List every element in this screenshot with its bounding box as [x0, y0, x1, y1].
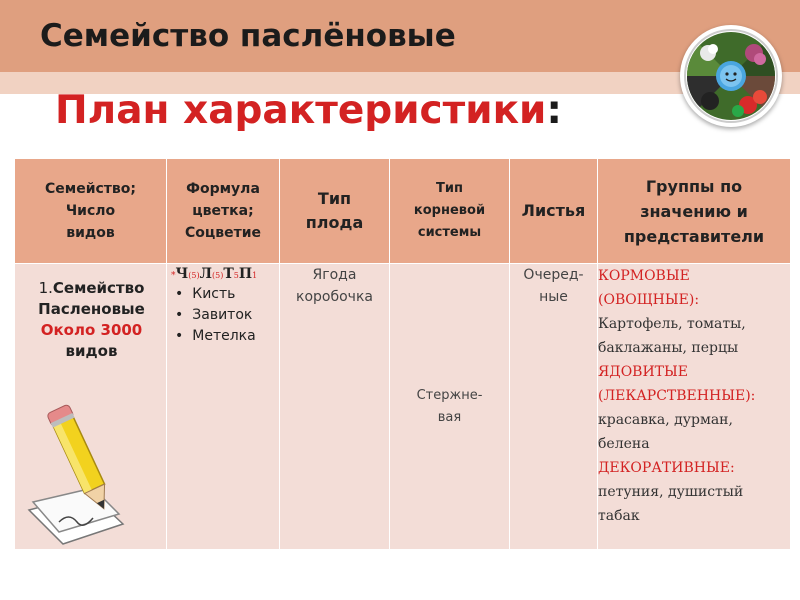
cell-family	[15, 264, 167, 550]
species-count-2: видов	[65, 342, 118, 360]
pencil-paper-icon	[19, 398, 131, 548]
group-line: (ОВОЩНЫЕ):	[598, 292, 700, 308]
table-row	[15, 264, 791, 550]
family-info	[15, 264, 166, 362]
list-item: • Метелка	[175, 326, 279, 347]
flower-formula: *Ч(5)Л(5)Т5П1	[171, 266, 258, 282]
inflorescence-list	[167, 284, 279, 347]
slide-title: Семейство паслёновые	[40, 18, 456, 54]
cell-leaves: Очеред- ные	[510, 264, 598, 550]
cell-groups	[598, 264, 791, 550]
group-line: ДЕКОРАТИВНЫЕ:	[598, 460, 735, 476]
characteristics-table	[14, 158, 791, 550]
header-family: Семейство; Число видов	[15, 159, 167, 264]
plan-title-colon: :	[546, 88, 562, 133]
group-line: КОРМОВЫЕ	[598, 268, 690, 284]
plan-title-text: План характеристики	[55, 88, 547, 133]
header-formula: Формула цветка; Соцветие	[167, 159, 280, 264]
group-line: петуния, душистый	[598, 484, 744, 500]
group-line: ЯДОВИТЫЕ	[598, 364, 688, 380]
cell-fruit: Ягода коробочка	[280, 264, 390, 550]
header-fruit: Тип плода	[280, 159, 390, 264]
formula-star: *	[171, 271, 176, 281]
group-line: баклажаны, перцы	[598, 340, 739, 356]
list-item: • Завиток	[175, 305, 279, 326]
cell-root: Стержне- вая	[390, 264, 510, 550]
group-line: (ЛЕКАРСТВЕННЫЕ):	[598, 388, 756, 404]
species-count-1: Около 3000	[40, 321, 143, 339]
family-number: 1.	[38, 279, 53, 297]
plants-collage-icon	[680, 25, 782, 127]
plants-logo	[680, 25, 782, 127]
family-name-1: Семейство	[52, 279, 145, 297]
plan-title	[55, 88, 562, 133]
header-groups: Группы по значению и представители	[598, 159, 791, 264]
cell-formula	[167, 264, 280, 550]
group-line: красавка, дурман,	[598, 412, 733, 428]
table-header-row	[15, 159, 791, 264]
group-line: белена	[598, 436, 650, 452]
header-leaves: Листья	[510, 159, 598, 264]
group-line: Картофель, томаты,	[598, 316, 746, 332]
group-line: табак	[598, 508, 640, 524]
header-root: Тип корневой системы	[390, 159, 510, 264]
list-item: • Кисть	[175, 284, 279, 305]
family-name-2: Пасленовые	[38, 300, 145, 318]
